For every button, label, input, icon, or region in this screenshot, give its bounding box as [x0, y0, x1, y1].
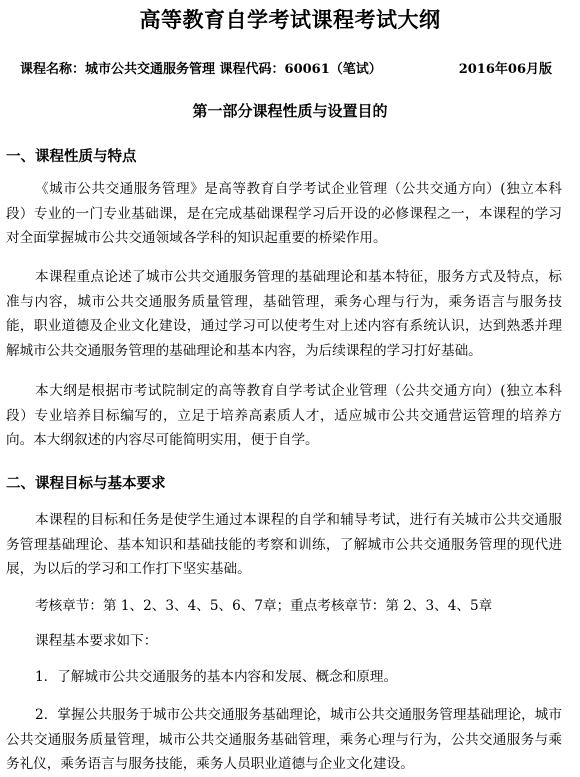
paragraph-syllabus-basis: 本大纲是根据市考试院制定的高等教育自学考试企业管理（公共交通方向）(独立本科段）专业培养目标编写的，立足于培养高素质人才，适应城市公共交通营运管理的培养方向。本大纲叙述的内容尽可能简明实用，便于自学。: [6, 383, 562, 448]
part-title: 第一部分课程性质与设置目的: [192, 102, 388, 120]
document-title: 高等教育自学考试课程考试大纲: [139, 7, 441, 32]
section-heading-nature: 一、课程性质与特点: [6, 148, 137, 165]
requirement-item-1: 1．了解城市公共交通服务的基本内容和发展、概念和原理。: [35, 669, 398, 685]
paragraph-course-intro: 《城市公共交通服务管理》是高等教育自学考试企业管理（公共交通方向）(独立本科段）专业的一门专业基础课，是在完成基础课程学习后开设的必修课程之一，本课程的学习对全面掌握城市公共交通领域各学科的知识起重要的桥梁作用。: [6, 181, 562, 246]
exam-chapters-line: 考核章节：第 1、2、3、4、5、6、7章；重点考核章节：第 2、3、4、5章: [35, 598, 493, 614]
course-info: 课程名称：城市公共交通服务管理 课程代码：60061（笔试）: [20, 62, 382, 77]
requirement-item-2: 2．掌握公共服务于城市公共交通服务基础理论，城市公共交通服务管理基础理论，城市公共交通服务质量管理，城市公共交通服务基础管理，乘务心理与行为，公共交通服务与乘务礼仪，乘务语言与服务技能，乘务人员职业道德与企业文化建设。: [6, 707, 562, 772]
paragraph-course-focus: 本课程重点论述了城市公共交通服务管理的基础理论和基本特征，服务方式及特点，标准与内容，城市公共交通服务质量管理，基础管理，乘务心理与行为，乘务语言与服务技能，职业道德及企业文化建设，通过学习可以使考生对上述内容有系统认识，达到熟悉并理解城市公共交通服务管理的基础理论和基本内容，为后续课程的学习打好基础。: [6, 269, 562, 359]
paragraph-course-goals: 本课程的目标和任务是使学生通过本课程的自学和辅导考试，进行有关城市公共交通服务管理基础理论、基本知识和基础技能的考察和训练，了解城市公共交通服务管理的现代进展，为以后的学习和工作打下坚实基础。: [6, 512, 562, 577]
course-meta-line: [20, 58, 560, 77]
requirements-intro: 课程基本要求如下：: [35, 633, 158, 649]
edition-label: 2016年06月版: [458, 62, 552, 77]
section-heading-goals: 二、课程目标与基本要求: [6, 475, 166, 492]
